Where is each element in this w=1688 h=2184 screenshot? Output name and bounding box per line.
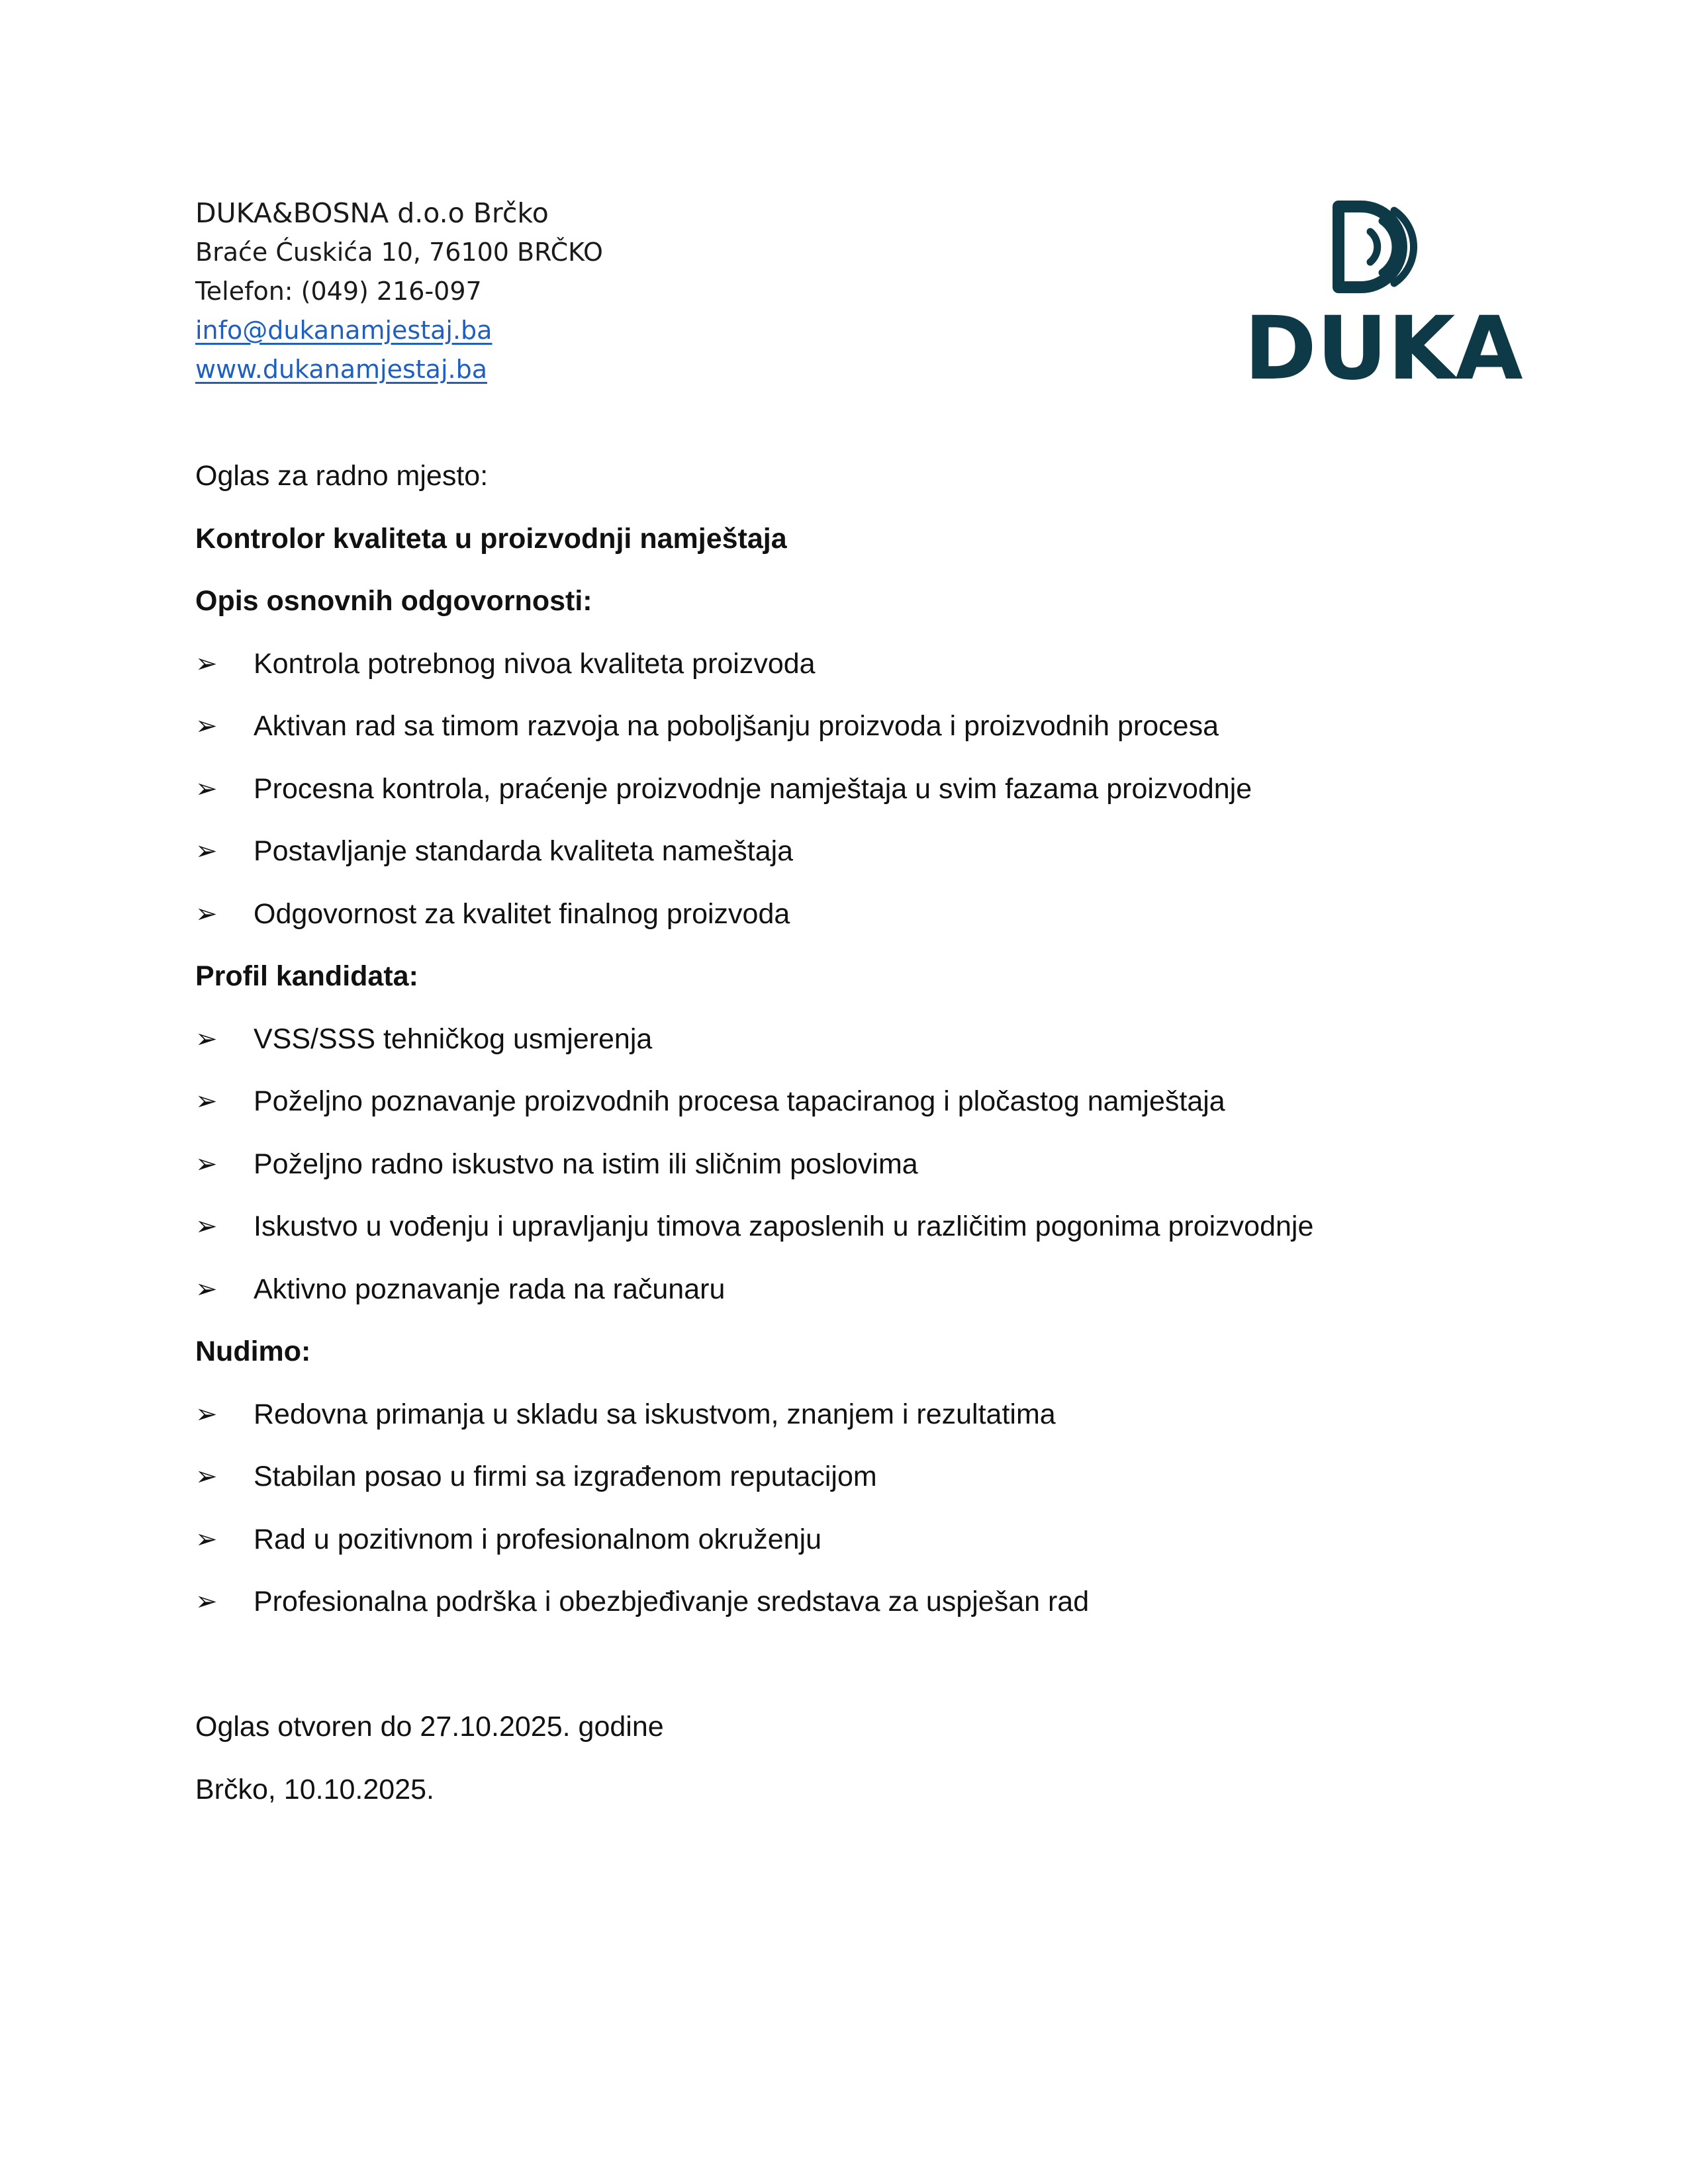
list-item	[195, 1390, 1519, 1453]
list-item	[195, 1577, 1519, 1640]
company-address: Braće Ćuskića 10, 76100 BRČKO	[195, 238, 603, 267]
bullet-arrow-icon: ➢	[195, 1524, 218, 1554]
responsibilities-heading: Opis osnovnih odgovornosti:	[195, 585, 592, 617]
list-item	[195, 1515, 1519, 1578]
company-name: DUKA&BOSNA d.o.o Brčko	[195, 197, 549, 229]
bullet-arrow-icon: ➢	[195, 711, 218, 741]
list-item	[195, 1452, 1519, 1515]
sender-block	[195, 194, 603, 389]
bullet-arrow-icon: ➢	[195, 1462, 218, 1491]
bullet-arrow-icon: ➢	[195, 1587, 218, 1616]
bullet-arrow-icon: ➢	[195, 1212, 218, 1241]
list-item	[195, 764, 1519, 827]
position-title: Kontrolor kvaliteta u proizvodnji namještaja	[195, 522, 787, 555]
list-item-text: Odgovornost za kvalitet finalnog proizvoda	[254, 897, 790, 930]
list-item-text: Rad u pozitivnom i profesionalnom okruženju	[254, 1523, 822, 1555]
place-date: Brčko, 10.10.2025.	[195, 1773, 434, 1805]
list-item-text: VSS/SSS tehničkog usmjerenja	[254, 1023, 653, 1055]
list-item	[195, 1202, 1519, 1265]
company-phone: Telefon: (049) 216-097	[195, 277, 482, 306]
list-item	[195, 889, 1519, 952]
list-item	[195, 1265, 1519, 1328]
list-item-text: Kontrola potrebnog nivoa kvaliteta proizvoda	[254, 647, 816, 680]
list-item	[195, 1077, 1519, 1140]
bullet-arrow-icon: ➢	[195, 774, 218, 803]
duka-logo-icon	[1244, 192, 1523, 400]
bullet-arrow-icon: ➢	[195, 1024, 218, 1054]
website-link[interactable]: www.dukanamjestaj.ba	[195, 355, 488, 384]
bullet-arrow-icon: ➢	[195, 1087, 218, 1116]
list-item-text: Procesna kontrola, praćenje proizvodnje namještaja u svim fazama proizvodnje	[254, 772, 1252, 805]
bullet-arrow-icon: ➢	[195, 1274, 218, 1304]
list-item-text: Poželjno poznavanje proizvodnih procesa tapaciranog i pločastog namještaja	[254, 1085, 1225, 1117]
bullet-arrow-icon: ➢	[195, 1149, 218, 1179]
offer-heading: Nudimo:	[195, 1336, 311, 1367]
list-item	[195, 702, 1519, 764]
list-item-text: Stabilan posao u firmi sa izgrađenom reputacijom	[254, 1461, 877, 1492]
list-item	[195, 827, 1519, 889]
list-item-text: Profesionalna podrška i obezbjeđivanje sredstava za uspješan rad	[254, 1586, 1090, 1617]
spacer	[195, 1640, 1519, 1703]
ad-deadline: Oglas otvoren do 27.10.2025. godine	[195, 1711, 664, 1743]
list-item-text: Iskustvo u vođenju i upravljanju timova zaposlenih u različitim pogonima proizvodnje	[254, 1210, 1314, 1242]
bullet-arrow-icon: ➢	[195, 899, 218, 929]
email-link[interactable]: info@dukanamjestaj.ba	[195, 316, 492, 345]
list-item	[195, 1015, 1519, 1077]
bullet-arrow-icon: ➢	[195, 1399, 218, 1429]
bullet-arrow-icon: ➢	[195, 649, 218, 678]
list-item	[195, 639, 1519, 702]
list-item-text: Postavljanje standarda kvaliteta nameštaja	[254, 835, 794, 867]
list-item-text: Poželjno radno iskustvo na istim ili sličnim poslovima	[254, 1148, 918, 1180]
job-ad-body	[195, 451, 1519, 1827]
logo-wordmark: DUKA	[1244, 298, 1523, 400]
bullet-arrow-icon: ➢	[195, 837, 218, 866]
list-item-text: Redovna primanja u skladu sa iskustvom, znanjem i rezultatima	[254, 1398, 1056, 1430]
profile-heading: Profil kandidata:	[195, 960, 418, 992]
duka-logo	[1244, 192, 1523, 400]
ad-intro: Oglas za radno mjesto:	[195, 460, 489, 492]
list-item	[195, 1140, 1519, 1203]
list-item-text: Aktivno poznavanje rada na računaru	[254, 1273, 726, 1305]
list-item-text: Aktivan rad sa timom razvoja na poboljšanju proizvoda i proizvodnih procesa	[254, 710, 1219, 742]
